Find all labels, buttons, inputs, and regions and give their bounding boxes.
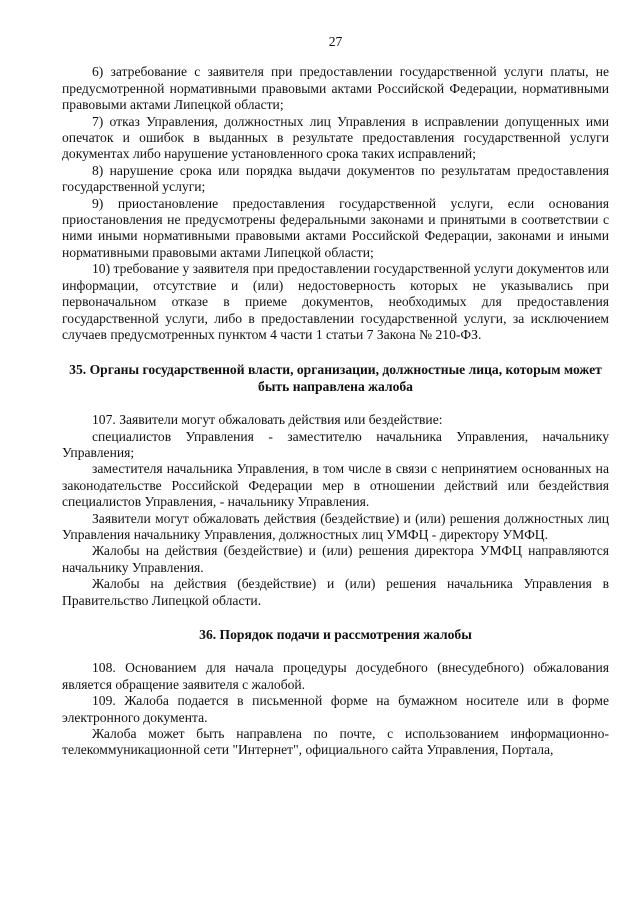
paragraph-109-channels: Жалоба может быть направлена по почте, с использованием информационно-телекоммуникационной сети "Интернет", официального сайта Управления, Портала, — [62, 726, 609, 758]
paragraph-item-6: 6) затребование с заявителя при предоставлении государственной услуги платы, не предусмотренной нормативными правовыми актами Российской Федерации, нормативными правовыми актами Липецкой области; — [62, 64, 609, 113]
paragraph-item-7: 7) отказ Управления, должностных лиц Управления в исправлении допущенных ими опечаток и ошибок в выданных в результате предоставления государственной услуги документах либо нарушение установленного срока таких исправлений; — [62, 113, 609, 162]
paragraph-complaints-umfc-director: Жалобы на действия (бездействие) и (или) решения директора УМФЦ направляются начальнику Управления. — [62, 543, 609, 575]
section-35-heading: 35. Органы государственной власти, организации, должностные лица, которым может быть направлена жалоба — [69, 362, 602, 394]
paragraph-complaints-head: Жалобы на действия (бездействие) и (или) решения начальника Управления в Правительство Липецкой области. — [62, 576, 609, 608]
paragraph-108: 108. Основанием для начала процедуры досудебного (внесудебного) обжалования является обращение заявителя с жалобой. — [62, 660, 609, 692]
paragraph-item-8: 8) нарушение срока или порядка выдачи документов по результатам предоставления государственной услуги; — [62, 162, 609, 195]
paragraph-item-9: 9) приостановление предоставления государственной услуги, если основания приостановления не предусмотрены федеральными законами и принятыми в соответствии с ними иными нормативными правовыми актами Российской Федерации, законами и иными нормативными правовыми актами Липецкой области; — [62, 195, 609, 260]
paragraph-107-specialists: специалистов Управления - заместителю начальника Управления, начальнику Управления; — [62, 428, 609, 460]
paragraph-107: 107. Заявители могут обжаловать действия или бездействие: — [92, 412, 443, 428]
section-36-heading: 36. Порядок подачи и рассмотрения жалобы — [199, 627, 472, 642]
paragraph-complaints-officials: Заявители могут обжаловать действия (бездействие) и (или) решения должностных лиц Управления начальнику Управления, должностных лиц УМФЦ - директору УМФЦ. — [62, 510, 609, 542]
page-number: 27 — [328, 34, 343, 49]
document-page — [62, 34, 609, 759]
paragraph-item-10: 10) требование у заявителя при предоставлении государственной услуги документов или информации, отсутствие и (или) недостоверность которых не указывались при первоначальном отказе в приеме документов, необходимых для предоставления государственной услуги, либо в предоставлении государственной услуги, за исключением случаев предусмотренных пунктом 4 части 1 статьи 7 Закона № 210-ФЗ. — [62, 261, 609, 342]
paragraph-107-deputy: заместителя начальника Управления, в том числе в связи с непринятием основанных на законодательстве Российской Федерации мер в отношении действий или бездействия специалистов Управления, - начальнику Управления. — [62, 461, 609, 510]
paragraph-109: 109. Жалоба подается в письменной форме на бумажном носителе или в форме электронного документа. — [62, 693, 609, 725]
